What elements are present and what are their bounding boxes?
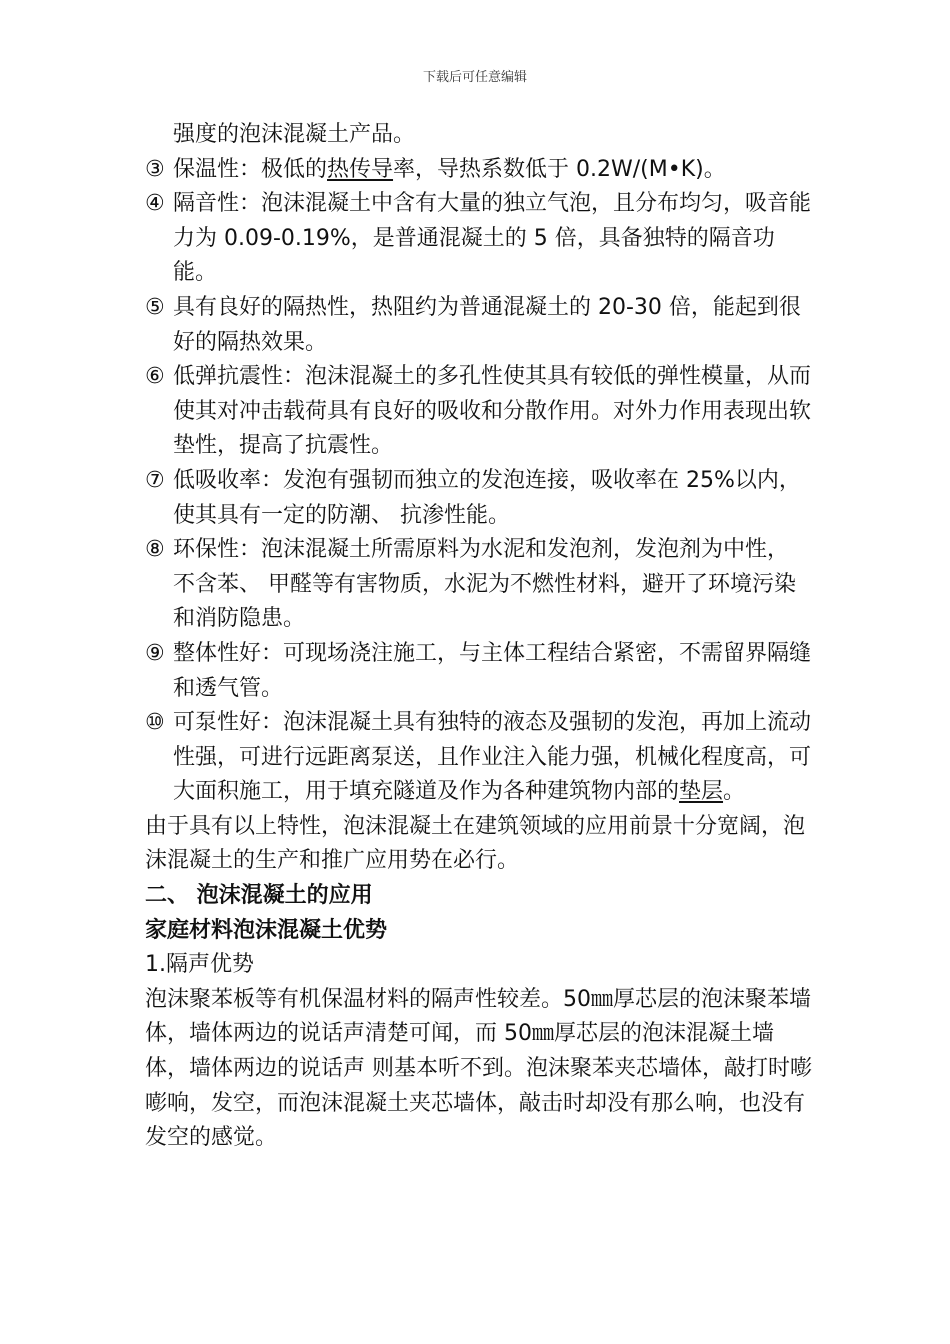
underlined-term: 热传导: [327, 156, 394, 182]
section-heading: 二、 泡沫混凝土的应用: [145, 883, 373, 909]
list-item: [145, 464, 813, 533]
item-text: 保温性：极低的: [173, 156, 328, 182]
item-text: 环保性：泡沫混凝土所需原料为水泥和发泡剂，发泡剂为中性， 不含苯、 甲醛等有害物质，水泥为不燃性材料，避开了环境污染和消防隐患。: [173, 537, 796, 632]
item-number: ④: [145, 191, 165, 217]
item-text: 可泵性好：泡沫混凝土具有独特的液态及强韧的发泡，再加上流动性强，可进行远距离泵送，且作业注入能力强，机械化程度高，可大面积施工，用于填充隧道及作为各种建筑物内部的: [173, 710, 812, 805]
item-number: ⑩: [145, 710, 165, 736]
summary-paragraph: 由于具有以上特性，泡沫混凝土在建筑领域的应用前景十分宽阔，泡沫混凝土的生产和推广应用势在必行。: [145, 813, 806, 874]
document-body: [145, 118, 813, 1156]
item-number: ⑧: [145, 537, 165, 563]
list-item: [145, 153, 813, 188]
page-header: 下载后可任意编辑: [422, 70, 527, 85]
continued-text: 强度的泡沫混凝土产品。: [173, 122, 416, 147]
list-item: [145, 360, 813, 464]
subheading: 家庭材料泡沫混凝土优势: [145, 917, 388, 943]
item-text: 低弹抗震性：泡沫混凝土的多孔性使其具有较低的弹性模量，从而使其对冲击载荷具有良好的吸收和分散作用。对外力作用表现出软垫性，提高了抗震性。: [173, 364, 812, 459]
item-number: ⑦: [145, 467, 165, 493]
underlined-term: 垫层: [679, 779, 724, 805]
body-paragraph: 泡沫聚苯板等有机保温材料的隔声性较差。50㎜厚芯层的泡沫聚苯墙体，墙体两边的说话声清楚可闻，而 50㎜厚芯层的泡沫混凝土墙体，墙体两边的说话声 则基本听不到。泡沫聚苯夹芯墙体，敲打时嘭嘭响，发空，而泡沫混凝土夹芯墙体，敲击时却没有那么响，也没有发空的感觉。: [145, 986, 812, 1151]
item-text: 低吸收率：发泡有强韧而独立的发泡连接，吸收率在 25%以内，使其具有一定的防潮、 抗渗性能。: [173, 467, 801, 528]
list-item: [145, 291, 813, 360]
item-number: ⑥: [145, 364, 165, 390]
subsection-title: 1.隔声优势: [145, 952, 254, 978]
item-text: 隔音性：泡沫混凝土中含有大量的独立气泡，且分布均匀，吸音能力为 0.09-0.19%，是普通混凝土的 5 倍，具备独特的隔音功能。: [173, 191, 812, 286]
item-text: 。: [723, 779, 746, 805]
item-number: ③: [145, 156, 165, 182]
list-item: [145, 533, 813, 637]
item-text: 率，导热系数低于 0.2W/(M•K)。: [393, 156, 726, 182]
item-text: 具有良好的隔热性，热阻约为普通混凝土的 20-30 倍，能起到很好的隔热效果。: [173, 294, 801, 355]
list-item: [145, 187, 813, 291]
item-number: ⑨: [145, 640, 165, 666]
item-number: ⑤: [145, 294, 165, 320]
list-item: [145, 706, 813, 810]
list-item: [145, 637, 813, 706]
item-text: 整体性好：可现场浇注施工，与主体工程结合紧密，不需留界隔缝和透气管。: [173, 640, 812, 701]
